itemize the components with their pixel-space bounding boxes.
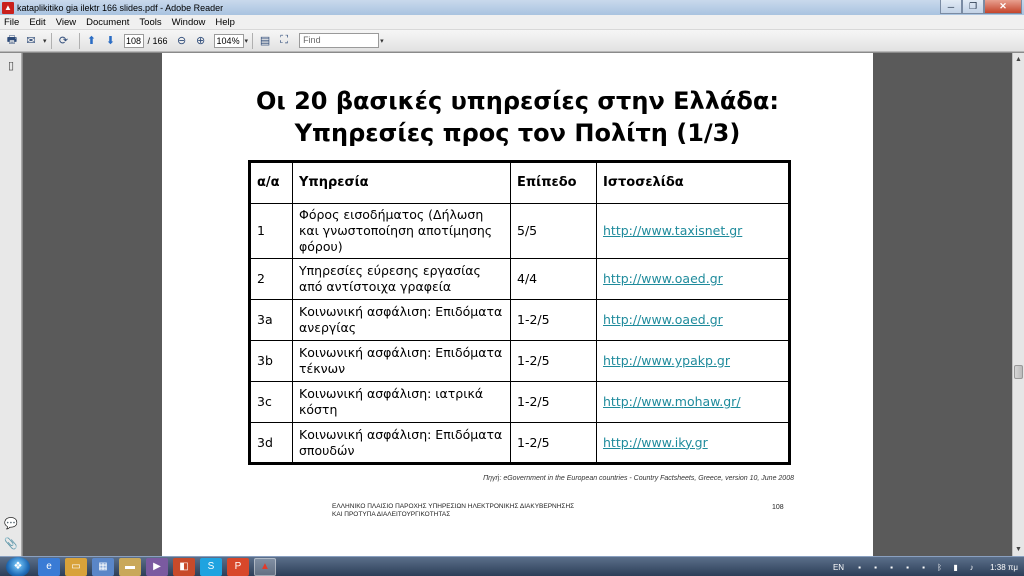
window-title: kataplikitiko gia ilektr 166 slides.pdf - Adobe Reader xyxy=(17,2,224,13)
cell-website xyxy=(597,300,790,341)
cell-service: Κοινωνική ασφάλιση: Επιδόματα σπουδών xyxy=(293,423,511,464)
explorer-icon[interactable]: ▭ xyxy=(65,558,87,576)
header-website: Ιστοσελίδα xyxy=(597,162,790,204)
slide-title-line-2: Υπηρεσίες προς τον Πολίτη (1/3) xyxy=(294,119,741,147)
adobe-reader-icon: ▲ xyxy=(2,2,14,14)
website-link[interactable]: http://www.oaed.gr xyxy=(603,312,723,327)
cell-level: 1-2/5 xyxy=(511,341,597,382)
clock[interactable]: 1:38 πμ xyxy=(990,562,1018,572)
vertical-scrollbar[interactable] xyxy=(1012,53,1024,556)
slide-page-number: 108 xyxy=(772,504,784,511)
adobe-reader-taskbar-icon[interactable]: ▲ xyxy=(254,558,276,576)
slide-title xyxy=(162,85,873,149)
tray-icon[interactable]: ▪ xyxy=(858,562,861,572)
table-row xyxy=(250,382,790,423)
email-dropdown-icon[interactable]: ▾ xyxy=(43,37,47,45)
start-button[interactable]: ❖ xyxy=(6,557,30,576)
website-link[interactable]: http://www.taxisnet.gr xyxy=(603,223,743,238)
close-button[interactable]: ✕ xyxy=(984,0,1022,14)
fit-page-icon[interactable]: ⛶ xyxy=(280,34,288,46)
attachments-icon[interactable]: 📎 xyxy=(4,537,18,550)
window-controls xyxy=(940,0,1022,14)
tray-icon[interactable]: ▪ xyxy=(906,562,909,572)
table-row xyxy=(250,423,790,464)
table-row xyxy=(250,300,790,341)
table-header-row xyxy=(250,162,790,204)
slide-title-line-1: Οι 20 βασικές υπηρεσίες στην Ελλάδα: xyxy=(256,87,779,115)
table-row xyxy=(250,341,790,382)
cell-website xyxy=(597,382,790,423)
table-row xyxy=(250,259,790,300)
maximize-button[interactable]: ❐ xyxy=(962,0,984,14)
website-link[interactable]: http://www.oaed.gr xyxy=(603,271,723,286)
cell-service: Υπηρεσίες εύρεσης εργασίας από αντίστοιχα γραφεία xyxy=(293,259,511,300)
taskbar-app-icon[interactable]: ▦ xyxy=(92,558,114,576)
volume-icon[interactable]: ♪ xyxy=(969,562,974,572)
menu-file[interactable]: File xyxy=(4,16,20,28)
menu-window[interactable]: Window xyxy=(171,16,206,28)
menu-help[interactable]: Help xyxy=(215,16,235,28)
find-dropdown-icon[interactable]: ▾ xyxy=(380,37,384,45)
footer-line-1: ΕΛΛΗΝΙΚΟ ΠΛΑΙΣΙΟ ΠΑΡΟΧΗΣ ΥΠΗΡΕΣΙΩΝ ΗΛΕΚΤΡΟΝΙΚΗΣ ΔΙΑΚΥΒΕΡΝΗΣΗΣ xyxy=(332,503,575,510)
cell-service: Κοινωνική ασφάλιση: Επιδόματα τέκνων xyxy=(293,341,511,382)
zoom-dropdown-icon[interactable]: ▾ xyxy=(244,37,249,45)
toolbar-separator xyxy=(252,33,253,49)
toolbar-separator xyxy=(79,33,80,49)
next-page-icon[interactable]: ⬇ xyxy=(105,35,116,47)
cell-service: Φόρος εισοδήματος (Δήλωση και γνωστοποίηση αποτίμησης φόρου) xyxy=(293,204,511,259)
page-total: / 166 xyxy=(147,35,168,46)
zoom-out-icon[interactable]: ⊖ xyxy=(176,35,187,47)
menu-tools[interactable]: Tools xyxy=(139,16,162,28)
pdf-page xyxy=(162,53,873,556)
tray-icon[interactable]: ▪ xyxy=(922,562,925,572)
media-player-icon[interactable]: ▶ xyxy=(146,558,168,576)
minimize-button[interactable]: ─ xyxy=(940,0,962,14)
office-icon[interactable]: ◧ xyxy=(173,558,195,576)
menu-bar xyxy=(0,15,1024,30)
scroll-down-icon[interactable]: ▼ xyxy=(1015,545,1022,553)
cell-website xyxy=(597,423,790,464)
scroll-thumb[interactable] xyxy=(1014,365,1023,379)
source-note: Πηγή: eGovernment in the European countries - Country Factsheets, Greece, version 10, June 2008 xyxy=(483,475,794,482)
table-row xyxy=(250,204,790,259)
taskbar xyxy=(0,556,1024,576)
toolbar-separator xyxy=(51,33,52,49)
powerpoint-icon[interactable]: P xyxy=(227,558,249,576)
print-icon[interactable]: 🖶 xyxy=(6,34,18,46)
title-bar xyxy=(0,0,1024,15)
cell-level: 1-2/5 xyxy=(511,382,597,423)
document-area xyxy=(23,53,1012,556)
cell-level: 4/4 xyxy=(511,259,597,300)
cell-level: 1-2/5 xyxy=(511,423,597,464)
toolbar xyxy=(0,30,1024,52)
footer-line-2: ΚΑΙ ΠΡΟΤΥΠΑ ΔΙΑΛΕΙΤΟΥΡΓΙΚΟΤΗΤΑΣ xyxy=(332,511,451,518)
header-level: Επίπεδο xyxy=(511,162,597,204)
menu-edit[interactable]: Edit xyxy=(29,16,46,28)
cell-id: 3b xyxy=(250,341,293,382)
cell-id: 3d xyxy=(250,423,293,464)
email-icon[interactable]: ✉ xyxy=(26,35,36,47)
skype-icon[interactable]: S xyxy=(200,558,222,576)
zoom-input[interactable]: 104% xyxy=(214,34,244,48)
cell-website xyxy=(597,259,790,300)
slide-footer xyxy=(332,503,574,519)
navigation-pane xyxy=(0,53,22,556)
system-tray xyxy=(833,557,1018,576)
header-id: α/α xyxy=(250,162,293,204)
cell-id: 2 xyxy=(250,259,293,300)
cell-website xyxy=(597,204,790,259)
fit-width-icon[interactable]: ▤ xyxy=(259,35,271,47)
menu-view[interactable]: View xyxy=(55,16,77,28)
cell-service: Κοινωνική ασφάλιση: ιατρικά κόστη xyxy=(293,382,511,423)
cell-id: 1 xyxy=(250,204,293,259)
tray-icon[interactable]: ▪ xyxy=(890,562,893,572)
cell-id: 3c xyxy=(250,382,293,423)
language-indicator[interactable]: EN xyxy=(832,562,845,572)
website-link[interactable]: http://www.ypakp.gr xyxy=(603,353,731,368)
scroll-up-icon[interactable]: ▲ xyxy=(1015,55,1022,63)
cell-id: 3a xyxy=(250,300,293,341)
header-service: Υπηρεσία xyxy=(293,162,511,204)
previous-page-icon[interactable]: ⬆ xyxy=(86,35,97,47)
menu-document[interactable]: Document xyxy=(86,16,130,28)
comments-icon[interactable]: 💬 xyxy=(4,517,18,530)
website-link[interactable]: http://www.mohaw.gr/ xyxy=(603,394,741,409)
website-link[interactable]: http://www.iky.gr xyxy=(603,434,708,450)
services-table xyxy=(248,160,791,465)
zoom-in-icon[interactable]: ⊕ xyxy=(195,35,206,47)
folder-icon[interactable]: ▬ xyxy=(119,558,141,576)
cell-level: 1-2/5 xyxy=(511,300,597,341)
pages-icon[interactable]: ▯ xyxy=(7,59,15,72)
cell-website xyxy=(597,341,790,382)
find-input[interactable]: Find xyxy=(299,33,379,48)
page-number-input[interactable]: 108 xyxy=(124,34,144,48)
tray-icon[interactable]: ▪ xyxy=(874,562,877,572)
ie-icon[interactable]: e xyxy=(38,558,60,576)
cell-service: Κοινωνική ασφάλιση: Επιδόματα ανεργίας xyxy=(293,300,511,341)
network-icon[interactable]: ▮ xyxy=(953,562,958,572)
collaborate-icon[interactable]: ⟳ xyxy=(58,35,69,47)
bluetooth-icon[interactable]: ᛒ xyxy=(937,562,942,572)
cell-level: 5/5 xyxy=(511,204,597,259)
